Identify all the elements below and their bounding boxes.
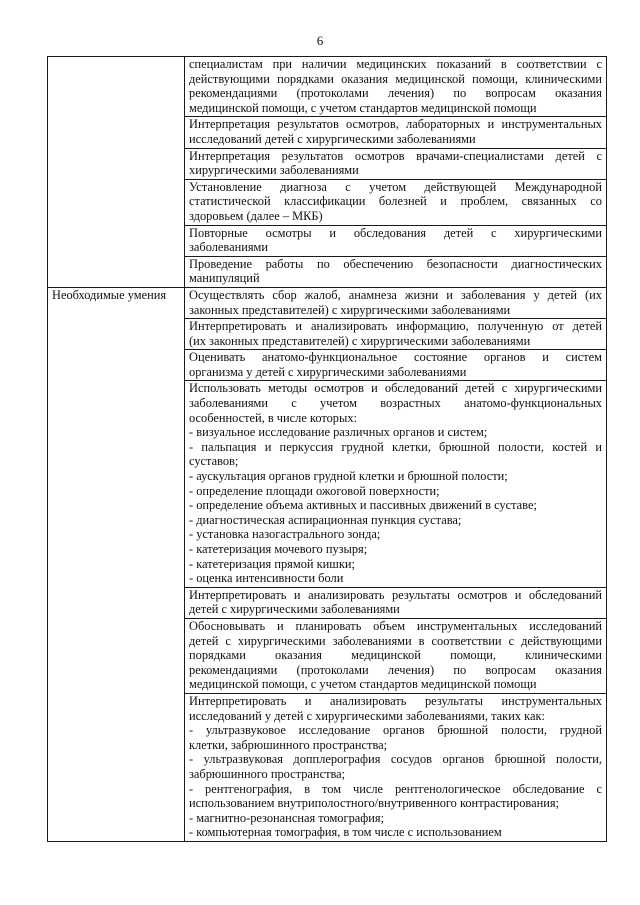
text-line: - катетеризация мочевого пузыря; [189, 542, 368, 556]
text-line: медицинской помощи, с учетом стандартов медицинской помощи [189, 100, 537, 115]
text-line: - визуальное исследование различных органов и систем; [189, 425, 488, 440]
text-line: Интерпретация результатов осмотров, лабораторных и инструментальных [189, 117, 602, 132]
content-cell [185, 350, 607, 381]
text-line: заболеваниями [189, 240, 269, 255]
text-line: действующими порядками оказания медицинской помощи, клиническими [189, 71, 602, 86]
content-cell [185, 587, 607, 618]
text-line: - диагностическая аспирационная пункция сустава; [189, 512, 462, 527]
text-line: (их законных представителей) с хирургическими заболеваниями [189, 333, 531, 348]
text-line: Осуществлять сбор жалоб, анамнеза жизни и заболевания у детей (их [189, 287, 602, 302]
content-cell [185, 381, 607, 587]
section-label-cell [48, 57, 185, 288]
text-line: Интерпретировать и анализировать результаты осмотров и обследований [189, 587, 602, 602]
text-line: законных представителей) с хирургическими заболеваниями [189, 302, 511, 317]
text-line: медицинской помощи, с учетом стандартов медицинской помощи [189, 677, 537, 692]
text-line: - определение объема активных и пассивных движений в суставе; [189, 498, 537, 513]
text-line: клетки, забрюшинного пространства; [189, 737, 388, 752]
content-cell [185, 117, 607, 148]
text-line: статистической классификации болезней и проблем, связанных со [189, 194, 602, 209]
text-line: Интерпретировать и анализировать результаты инструментальных [189, 693, 602, 708]
text-line: - ультразвуковая допплерография сосудов органов брюшной полости, [189, 752, 602, 767]
text-line: - установка назогастрального зонда; [189, 527, 381, 542]
text-line: особенностей, в числе которых: [189, 410, 357, 425]
text-line: Интерпретировать и анализировать информацию, полученную от детей [189, 319, 602, 334]
text-line: рекомендациями (протоколами лечения) по вопросам оказания [189, 86, 602, 101]
content-cell [185, 256, 607, 287]
text-line: порядками оказания медицинской помощи, клиническими [189, 648, 602, 663]
text-line: Использовать методы осмотров и обследований детей с хирургическими [189, 381, 602, 396]
content-cell [185, 179, 607, 225]
text-line: Повторные осмотры и обследования детей с хирургическими [189, 225, 602, 240]
text-line: рекомендациями (протоколами лечения) по вопросам оказания [189, 662, 602, 677]
text-line: - магнитно-резонансная томография; [189, 810, 385, 825]
text-line: - компьютерная томография, в том числе с использованием [189, 825, 502, 840]
text-line: детей с хирургическими заболеваниями в соответствии с действующими [189, 633, 602, 648]
text-line: организма у детей с хирургическими заболеваниями [189, 364, 467, 379]
text-line: здоровьем (далее – МКБ) [189, 208, 323, 223]
text-line: - катетеризация прямой кишки; [189, 556, 355, 571]
text-line: использованием внутриполостного/внутривенного контрастирования; [189, 796, 559, 811]
text-line: - оценка интенсивности боли [189, 571, 344, 586]
content-cell [185, 287, 607, 318]
page-number: 6 [316, 33, 324, 48]
text-line: забрюшинного пространства; [189, 766, 346, 781]
text-line: хирургическими заболеваниями [189, 163, 359, 178]
text-line: детей с хирургическими заболеваниями [189, 602, 400, 617]
text-line: исследований у детей с хирургическими заболеваниями, таких как: [189, 708, 545, 723]
content-cell [185, 148, 607, 179]
text-line: - аускультация органов грудной клетки и брюшной полости; [189, 469, 508, 484]
text-line: Оценивать анатомо-функциональное состояние органов и систем [189, 350, 602, 365]
text-line: Установление диагноза с учетом действующей Международной [189, 179, 602, 194]
competency-table [47, 56, 607, 842]
content-cell [185, 618, 607, 693]
text-line: - пальпация и перкуссия грудной клетки, брюшной полости, костей и [189, 439, 602, 454]
text-line: Интерпретация результатов осмотров врачами-специалистами детей с [189, 148, 602, 163]
table-row [48, 57, 607, 117]
section-label-cell: Необходимые умения [48, 287, 185, 841]
text-line: - определение площади ожоговой поверхности; [189, 483, 440, 498]
content-cell [185, 693, 607, 841]
content-cell [185, 57, 607, 117]
content-cell [185, 319, 607, 350]
text-line: - ультразвуковое исследование органов брюшной полости, грудной [189, 723, 602, 738]
content-cell [185, 225, 607, 256]
text-line: специалистам при наличии медицинских показаний в соответствии с [189, 57, 602, 71]
text-line: - рентгенография, в том числе рентгенологическое обследование с [189, 781, 602, 796]
text-line: Обосновывать и планировать объем инструментальных исследований [189, 618, 602, 633]
table-row [48, 287, 607, 318]
text-line: Проведение работы по обеспечению безопасности диагностических [189, 256, 602, 271]
text-line: исследований детей с хирургическими заболеваниями [189, 131, 476, 146]
text-line: суставов; [189, 454, 239, 469]
text-line: заболеваниями с учетом возрастных анатомо-функциональных [189, 396, 602, 411]
text-line: манипуляций [189, 271, 260, 286]
